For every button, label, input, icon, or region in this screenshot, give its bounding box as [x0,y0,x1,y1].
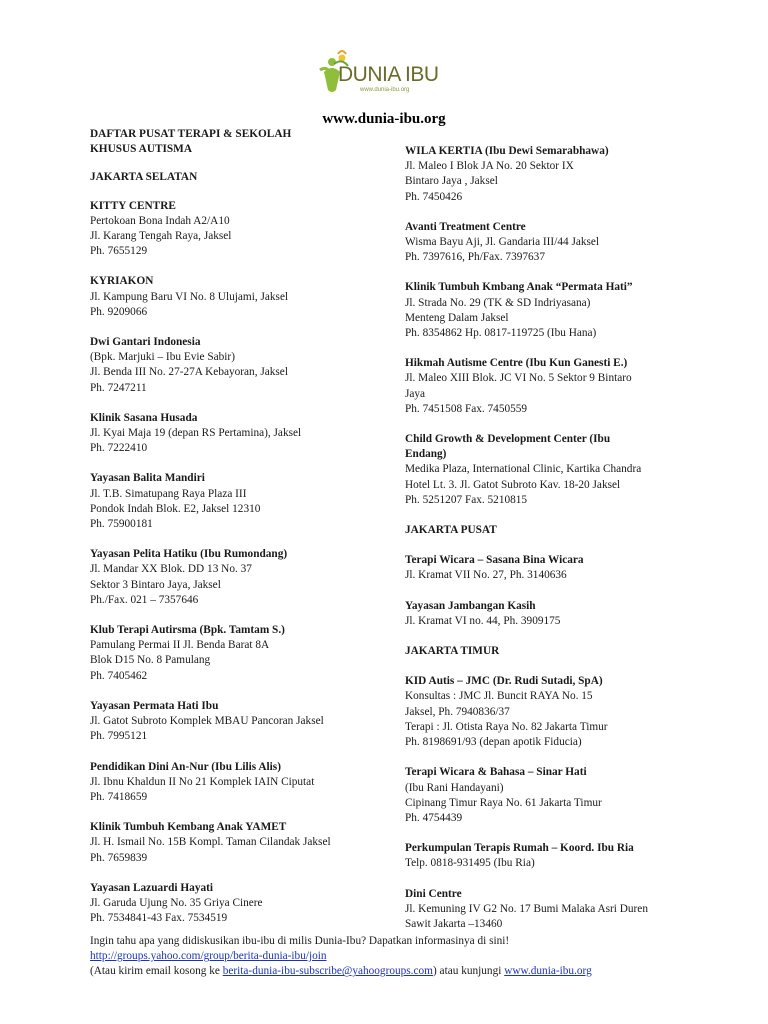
directory-entry [90,199,390,260]
entry-name: KID Autis – JMC (Dr. Rudi Sutadi, SpA) [405,675,603,688]
entry-detail-line: Ph. 8354862 Hp. 0817-119725 (Ibu Hana) [405,327,597,340]
entry-name: Terapi Wicara – Sasana Bina Wicara [405,554,584,567]
entry-detail-line: Jl. Kampung Baru VI No. 8 Ulujami, Jaksel [90,290,289,303]
entry-detail-line: Sawit Jakarta –13460 [405,917,503,930]
entry-detail-line: Blok D15 No. 8 Pamulang [90,654,211,667]
entry-name: WILA KERTIA (Ibu Dewi Semarabhawa) [405,145,609,157]
entry-detail-line: Jl. Karang Tengah Raya, Jaksel [90,230,232,243]
directory-entry [405,220,695,266]
entry-name: Yayasan Balita Mandiri [90,472,205,485]
directory-entry [90,820,390,866]
directory-entry [405,599,695,629]
directory-entry [405,765,695,826]
entry-name: Endang) [405,448,447,461]
entry-detail-line: Jl. T.B. Simatupang Raya Plaza III [90,487,247,500]
entry-name: Yayasan Permata Hati Ibu [90,699,219,712]
entry-name: Klinik Tumbuh Kmbang Anak “Permata Hati” [405,281,633,294]
directory-entry [90,471,390,532]
entry-detail-line: Ph. 75900181 [90,518,153,531]
entry-detail-line: Jl. Mandar XX Blok. DD 13 No. 37 [90,563,252,576]
entry-detail-line: Jl. Maleo XIII Blok. JC VI No. 5 Sektor 9 Bintaro [405,372,632,385]
directory-entry [90,547,390,608]
entry-detail-line: Ph. 7450426 [405,190,463,203]
pusat-entry-list [405,553,695,629]
join-group-link[interactable]: http://groups.yahoo.com/group/berita-dunia-ibu/join [90,950,327,963]
entry-name: Klinik Tumbuh Kembang Anak YAMET [90,821,287,834]
entry-detail-line: Medika Plaza, International Clinic, Kartika Chandra [405,463,642,476]
entry-name: KITTY CENTRE [90,199,176,212]
entry-detail-line: Hotel Lt. 3. Jl. Gatot Subroto Kav. 18-20 Jaksel [405,478,621,491]
entry-detail-line: Ph. 7534841-43 Fax. 7534519 [90,912,228,925]
entry-detail-line: Wisma Bayu Aji, Jl. Gandaria III/44 Jaksel [405,236,600,249]
entry-detail-line: Menteng Dalam Jaksel [405,311,509,324]
entry-detail-line: Pamulang Permai II Jl. Benda Barat 8A [90,639,270,652]
entry-name: Klub Terapi Autirsma (Bpk. Tamtam S.) [90,624,285,637]
entry-detail-line: Cipinang Timur Raya No. 61 Jakarta Timur [405,796,602,809]
directory-entry [405,674,695,750]
entry-detail-line: Sektor 3 Bintaro Jaya, Jaksel [90,578,221,591]
entry-detail-line: (Bpk. Marjuki – Ibu Evie Sabir) [90,351,235,364]
entry-detail-line: Jl. Kramat VII No. 27, Ph. 3140636 [405,569,567,582]
entry-detail-line: Jl. Ibnu Khaldun II No 21 Komplek IAIN Ciputat [90,775,315,788]
directory-entry [90,274,390,320]
entry-name: Perkumpulan Terapis Rumah – Koord. Ibu Ria [405,842,634,855]
directory-entry [90,699,390,745]
directory-entry [90,760,390,806]
entry-detail-line: Ph. 7418659 [90,790,148,803]
region-heading-pusat: JAKARTA PUSAT [405,524,497,537]
directory-entry [90,623,390,684]
region-heading-timur: JAKARTA TIMUR [405,645,500,658]
directory-entry [405,553,695,583]
directory-entry [405,841,695,871]
directory-entry [90,335,390,396]
right-entry-list [405,144,695,508]
entry-detail-line: Terapi : Jl. Otista Raya No. 82 Jakarta Timur [405,720,608,733]
entry-detail-line: Ph. 4754439 [405,811,463,824]
entry-name: Dini Centre [405,887,462,900]
directory-entry [405,356,695,417]
directory-entry [405,280,695,341]
entry-detail-line: Bintaro Jaya , Jaksel [405,175,498,188]
entry-detail-line: Ph. 8198691/93 (depan apotik Fiducia) [405,736,582,749]
directory-entry [405,887,695,933]
entry-name: Pendidikan Dini An-Nur (Ibu Lilis Alis) [90,760,281,773]
entry-detail-line: Ph. 7247211 [90,381,147,394]
directory-entry [405,144,695,205]
footer-invite-text: Ingin tahu apa yang didiskusikan ibu-ibu di milis Dunia-Ibu? Dapatkan informasinya di sini! [90,935,510,947]
left-column [90,127,390,941]
document-title: DAFTAR PUSAT TERAPI & SEKOLAH [90,128,292,140]
entry-detail-line: Telp. 0818-931495 (Ibu Ria) [405,857,535,870]
entry-detail-line: Jl. Maleo I Blok JA No. 20 Sektor IX [405,160,574,173]
entry-detail-line: Jl. Gatot Subroto Komplek MBAU Pancoran Jaksel [90,715,324,728]
entry-detail-line: Ph. 7397616, Ph/Fax. 7397637 [405,251,545,264]
footer-subscribe-line: (Atau kirim email kosong ke berita-dunia-ibu-subscribe@yahoogroups.com) atau kunjungi www.dunia-ibu.org [90,965,592,978]
timur-entry-list [405,674,695,932]
directory-entry [405,432,695,508]
entry-detail-line: Ph./Fax. 021 – 7357646 [90,593,199,606]
entry-name: Yayasan Lazuardi Hayati [90,881,214,894]
entry-detail-line: Ph. 7659839 [90,851,148,864]
directory-entry [90,881,390,927]
entry-name: Hikmah Autisme Centre (Ibu Kun Ganesti E.) [405,357,628,370]
entry-detail-line: Pondok Indah Blok. E2, Jaksel 12310 [90,502,261,515]
entry-name: Avanti Treatment Centre [405,220,526,233]
logo-tagline: www.dunia-ibu.org [360,87,410,93]
entry-detail-line: Jl. H. Ismail No. 15B Kompl. Taman Cilandak Jaksel [90,836,331,849]
region-heading-selatan: JAKARTA SELATAN [90,171,198,184]
entry-detail-line: Jaksel, Ph. 7940836/37 [405,705,510,718]
entry-detail-line: Ph. 7405462 [90,669,148,682]
entry-detail-line: Ph. 9209066 [90,305,148,318]
entry-name: KYRIAKON [90,275,154,288]
footer [90,934,710,980]
entry-detail-line: Ph. 7451508 Fax. 7450559 [405,402,528,415]
entry-detail-line: Ph. 5251207 Fax. 5210815 [405,493,528,506]
site-url-heading: www.dunia-ibu.org [322,111,446,127]
website-link[interactable]: www.dunia-ibu.org [504,965,592,978]
entry-detail-line: Jaya [405,387,426,400]
entry-name: Terapi Wicara & Bahasa – Sinar Hati [405,766,587,779]
entry-name: Child Growth & Development Center (Ibu [405,433,611,446]
left-entry-list [90,199,390,927]
logo-wordmark: DUNIA IBU [338,63,439,86]
directory-entry [90,411,390,457]
right-column [405,144,695,947]
entry-detail-line: Ph. 7995121 [90,730,148,743]
entry-detail-line: Jl. Strada No. 29 (TK & SD Indriyasana) [405,296,591,309]
entry-detail-line: Jl. Garuda Ujung No. 35 Griya Cinere [90,896,263,909]
entry-detail-line: Ph. 7222410 [90,442,148,455]
entry-detail-line: Ph. 7655129 [90,245,148,258]
entry-detail-line: Jl. Kemuning IV G2 No. 17 Bumi Malaka Asri Duren [405,902,648,915]
entry-detail-line: Pertokoan Bona Indah A2/A10 [90,214,230,227]
document-title-line2: KHUSUS AUTISMA [90,143,193,156]
entry-detail-line: (Ibu Rani Handayani) [405,781,504,794]
entry-detail-line: Jl. Kramat VI no. 44, Ph. 3909175 [405,614,561,627]
entry-detail-line: Konsultas : JMC Jl. Buncit RAYA No. 15 [405,690,593,703]
entry-detail-line: Jl. Benda III No. 27-27A Kebayoran, Jaksel [90,366,288,379]
subscribe-email-link[interactable]: berita-dunia-ibu-subscribe@yahoogroups.com [222,965,433,978]
entry-name: Yayasan Jambangan Kasih [405,599,536,612]
entry-name: Dwi Gantari Indonesia [90,336,201,349]
entry-detail-line: Jl. Kyai Maja 19 (depan RS Pertamina), Jaksel [90,427,302,440]
entry-name: Yayasan Pelita Hatiku (Ibu Rumondang) [90,548,288,561]
entry-name: Klinik Sasana Husada [90,411,198,424]
